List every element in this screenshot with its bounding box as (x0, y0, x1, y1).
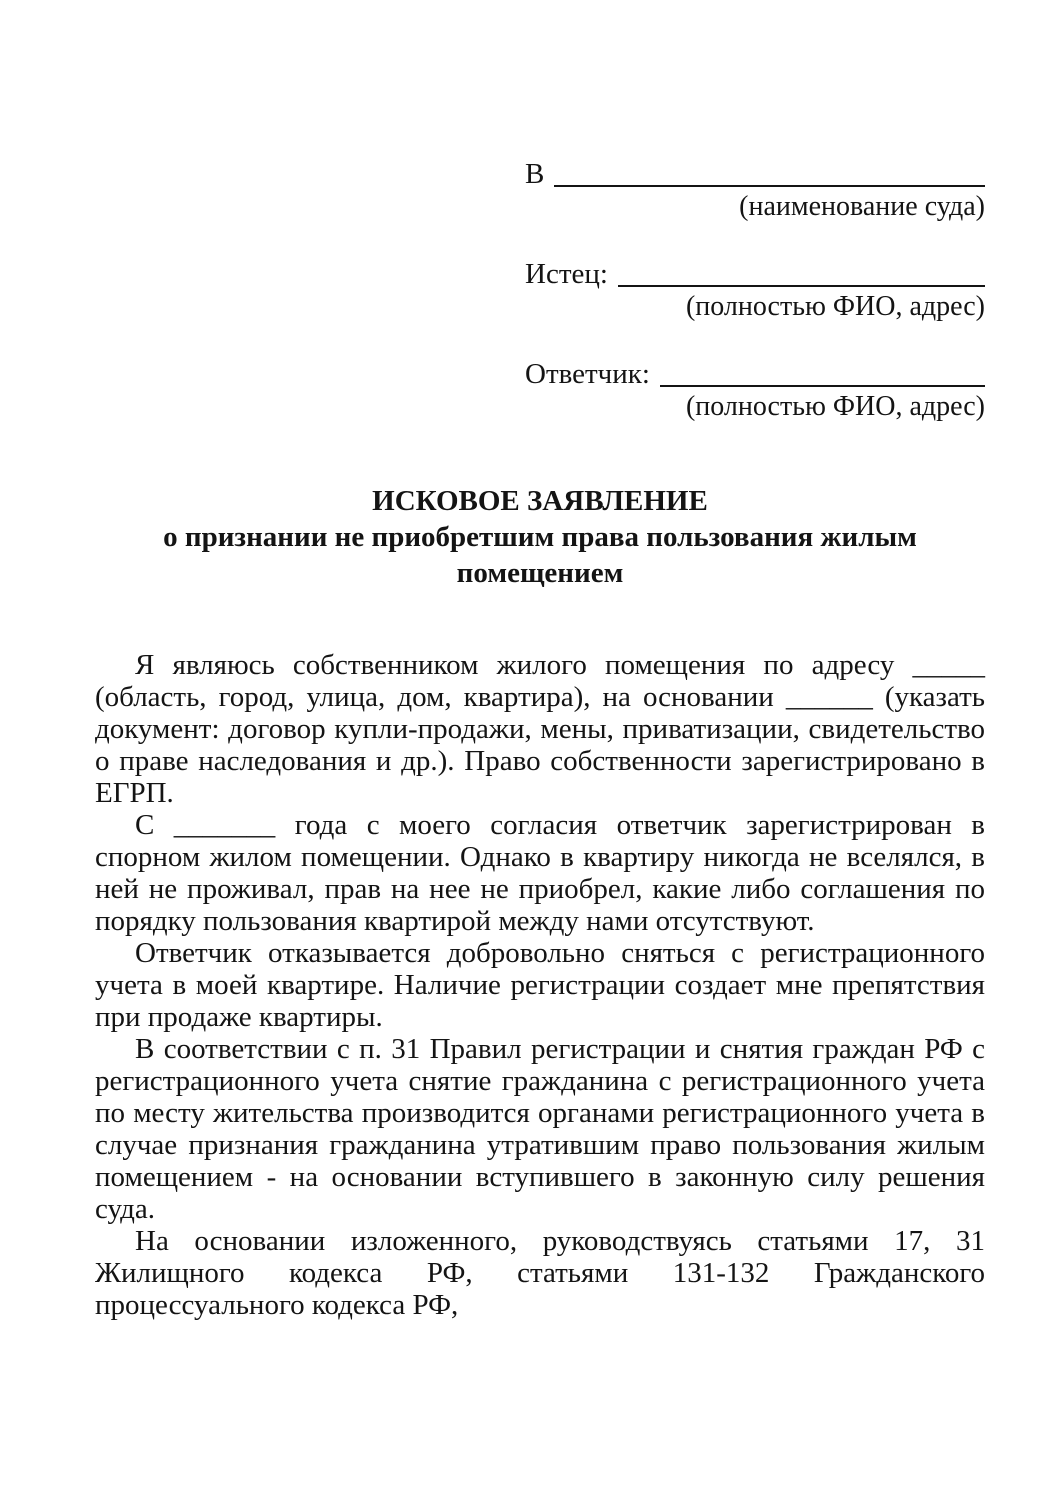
plaintiff-row (525, 256, 985, 291)
defendant-blank-line (660, 356, 985, 387)
court-name-blank-line (554, 156, 985, 187)
document-title-block (95, 483, 985, 591)
paragraph-ownership: Я являюсь собственником жилого помещения по адресу _____ (область, город, улица, дом, квартира), на основании ______ (указать документ: договор купли-продажи, мены, приватизации, свидетельство о праве наследования и др.). Право собственности зарегистрировано в ЕГРП. (95, 649, 985, 809)
court-header-block (525, 156, 985, 423)
defendant-group (525, 356, 985, 423)
plaintiff-blank-line (618, 256, 985, 287)
paragraph-conclusion: На основании изложенного, руководствуясь статьями 17, 31 Жилищного кодекса РФ, статьями 131-132 Гражданского процессуального кодекса РФ, (95, 1225, 985, 1321)
court-prefix-label: В (525, 158, 545, 190)
court-name-caption: (наименование суда) (739, 191, 985, 222)
document-body (95, 649, 985, 1321)
defendant-row (525, 356, 985, 391)
plaintiff-group (525, 256, 985, 323)
defendant-caption: (полностью ФИО, адрес) (685, 391, 985, 422)
paragraph-legal-basis: В соответствии с п. 31 Правил регистрации и снятия граждан РФ с регистрационного учета снятие гражданина с регистрационного учета по месту жительства производится органами регистрационного учета в случае признания гражданина утратившим право пользования жилым помещением - на основании вступившего в законную силу решения суда. (95, 1033, 985, 1225)
plaintiff-label: Истец: (525, 258, 608, 290)
paragraph-refusal: Ответчик отказывается добровольно сняться с регистрационного учета в моей квартире. Наличие регистрации создает мне препятствия при продаже квартиры. (95, 937, 985, 1033)
defendant-label: Ответчик: (525, 358, 650, 390)
document-title: ИСКОВОЕ ЗАЯВЛЕНИЕ (372, 485, 708, 517)
paragraph-registration: С _______ года с моего согласия ответчик зарегистрирован в спорном жилом помещении. Однако в квартиру никогда не вселялся, в ней не проживал, прав на нее не приобрел, какие либо соглашения по порядку пользования квартирой между нами отсутствуют. (95, 809, 985, 937)
plaintiff-caption: (полностью ФИО, адрес) (685, 291, 985, 322)
court-name-group (525, 156, 985, 223)
document-subtitle: о признании не приобретшим права пользования жилым помещением (163, 521, 917, 589)
court-name-row (525, 156, 985, 191)
